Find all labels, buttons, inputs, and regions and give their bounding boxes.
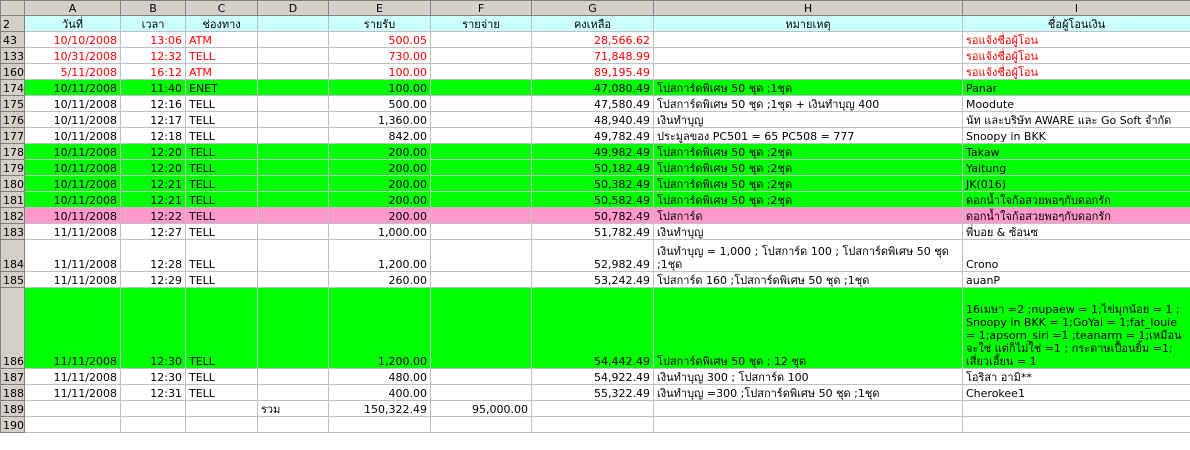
cell-channel[interactable]: TELL <box>186 369 258 385</box>
column-header-d[interactable]: D <box>258 1 329 16</box>
table-row <box>1 160 1190 176</box>
table-row <box>1 144 1190 160</box>
cell-date[interactable]: 11/11/2008 <box>25 385 121 401</box>
cell-income[interactable]: 1,360.00 <box>329 112 431 128</box>
row-number[interactable]: 176 <box>1 112 25 128</box>
cell-d[interactable] <box>258 288 329 369</box>
cell-note[interactable]: โปสการ์ดพิเศษ 50 ชุด ; 12 ชุด <box>654 288 963 369</box>
cell-income[interactable]: 730.00 <box>329 48 431 64</box>
cell-balance[interactable] <box>532 401 654 417</box>
cell-expense[interactable] <box>431 128 532 144</box>
cell-balance[interactable]: 54,922.49 <box>532 369 654 385</box>
cell-d[interactable] <box>258 272 329 288</box>
cell-note[interactable]: โปสการ์ดพิเศษ 50 ชุด ;2ชุด <box>654 160 963 176</box>
table-row <box>1 192 1190 208</box>
cell-time[interactable]: 12:31 <box>121 385 186 401</box>
cell-income[interactable]: 100.00 <box>329 80 431 96</box>
cell-sender[interactable]: Moodute <box>963 96 1190 112</box>
cell-channel[interactable]: TELL <box>186 176 258 192</box>
cell-d[interactable] <box>258 128 329 144</box>
column-header-f[interactable]: F <box>431 1 532 16</box>
cell-channel[interactable]: TELL <box>186 128 258 144</box>
cell-note[interactable]: โปสการ์ด <box>654 208 963 224</box>
cell-date[interactable]: 10/11/2008 <box>25 112 121 128</box>
cell-expense[interactable] <box>431 64 532 80</box>
cell-balance[interactable]: 49,782.49 <box>532 128 654 144</box>
row-number[interactable]: 189 <box>1 401 25 417</box>
cell-d[interactable]: รวม <box>258 401 329 417</box>
cell-sender[interactable]: Panar <box>963 80 1190 96</box>
cell-income[interactable]: 1,000.00 <box>329 224 431 240</box>
cell-expense[interactable] <box>431 385 532 401</box>
header-time[interactable]: เวลา <box>121 16 186 32</box>
cell-balance[interactable]: 50,782.49 <box>532 208 654 224</box>
row-number[interactable]: 185 <box>1 272 25 288</box>
cell-income[interactable]: 150,322.49 <box>329 401 431 417</box>
cell-date[interactable]: 11/11/2008 <box>25 240 121 272</box>
cell-date[interactable]: 10/31/2008 <box>25 48 121 64</box>
table-row <box>1 208 1190 224</box>
cell-sender[interactable]: JK(016) <box>963 176 1190 192</box>
cell-note[interactable] <box>654 48 963 64</box>
cell-balance[interactable]: 47,080.49 <box>532 80 654 96</box>
cell-sender[interactable]: auanP <box>963 272 1190 288</box>
cell-date[interactable]: 11/11/2008 <box>25 272 121 288</box>
cell-expense[interactable] <box>431 272 532 288</box>
row-number[interactable]: 188 <box>1 385 25 401</box>
column-header-h[interactable]: H <box>654 1 963 16</box>
table-row <box>1 112 1190 128</box>
cell-note[interactable]: โปสการ์ดพิเศษ 50 ชุด ;1ชุด <box>654 80 963 96</box>
cell-date[interactable]: 10/11/2008 <box>25 176 121 192</box>
cell-income[interactable]: 400.00 <box>329 385 431 401</box>
cell-balance[interactable]: 55,322.49 <box>532 385 654 401</box>
cell-income[interactable]: 100.00 <box>329 64 431 80</box>
cell-time[interactable]: 12:29 <box>121 272 186 288</box>
cell-sender[interactable]: ดอกน้ำใจก้อสวยพอๆกับดอกรัก <box>963 208 1190 224</box>
cell-time[interactable]: 12:16 <box>121 96 186 112</box>
table-row <box>1 96 1190 112</box>
table-row <box>1 240 1190 272</box>
table-row <box>1 288 1190 369</box>
cell-note[interactable]: เงินทำบุญ = 1,000 ; โปสการ์ด 100 ; โปสการ์ดพิเศษ 50 ชุด ;1ชุด <box>654 240 963 272</box>
cell-date[interactable]: 5/11/2008 <box>25 64 121 80</box>
cell-income[interactable]: 200.00 <box>329 192 431 208</box>
cell-date[interactable]: 11/11/2008 <box>25 224 121 240</box>
cell-note[interactable]: โปสการ์ดพิเศษ 50 ชุด ;2ชุด <box>654 176 963 192</box>
cell-time[interactable]: 13:06 <box>121 32 186 48</box>
table-row <box>1 272 1190 288</box>
cell-d[interactable] <box>258 48 329 64</box>
cell-time[interactable]: 12:27 <box>121 224 186 240</box>
cell-balance[interactable]: 50,182.49 <box>532 160 654 176</box>
cell-expense[interactable] <box>431 417 532 433</box>
cell-balance[interactable]: 53,242.49 <box>532 272 654 288</box>
cell-d[interactable] <box>258 176 329 192</box>
row-number[interactable]: 2 <box>1 16 25 32</box>
column-header-e[interactable]: E <box>329 1 431 16</box>
cell-note[interactable]: โปสการ์ด 160 ;โปสการ์ดพิเศษ 50 ชุด ;1ชุด <box>654 272 963 288</box>
cell-time[interactable]: 11:40 <box>121 80 186 96</box>
cell-income[interactable]: 1,200.00 <box>329 240 431 272</box>
table-row <box>1 385 1190 401</box>
cell-d[interactable] <box>258 144 329 160</box>
cell-time[interactable]: 12:28 <box>121 240 186 272</box>
cell-time[interactable]: 12:20 <box>121 144 186 160</box>
row-number[interactable]: 160 <box>1 64 25 80</box>
cell-date[interactable] <box>25 401 121 417</box>
cell-balance[interactable]: 89,195.49 <box>532 64 654 80</box>
cell-channel[interactable]: TELL <box>186 144 258 160</box>
cell-d[interactable] <box>258 369 329 385</box>
column-header-row <box>1 1 1190 16</box>
cell-note[interactable]: ประมูลของ PC501 = 65 PC508 = 777 <box>654 128 963 144</box>
cell-d[interactable] <box>258 80 329 96</box>
cell-d[interactable] <box>258 240 329 272</box>
cell-d[interactable] <box>258 96 329 112</box>
cell-note[interactable]: โปสการ์ดพิเศษ 50 ชุด ;1ชุด + เงินทำบุญ 400 <box>654 96 963 112</box>
cell-channel[interactable]: TELL <box>186 192 258 208</box>
cell-d[interactable] <box>258 417 329 433</box>
cell-income[interactable]: 500.00 <box>329 96 431 112</box>
cell-expense[interactable] <box>431 112 532 128</box>
cell-expense[interactable] <box>431 224 532 240</box>
cell-note[interactable] <box>654 32 963 48</box>
cell-sender[interactable] <box>963 401 1190 417</box>
cell-income[interactable]: 200.00 <box>329 176 431 192</box>
row-number[interactable]: 175 <box>1 96 25 112</box>
cell-channel[interactable]: TELL <box>186 96 258 112</box>
header-sender[interactable]: ชื่อผู้โอนเงิน <box>963 16 1190 32</box>
cell-time[interactable]: 12:18 <box>121 128 186 144</box>
cell-note[interactable] <box>654 401 963 417</box>
cell-d[interactable] <box>258 224 329 240</box>
cell-date[interactable]: 10/11/2008 <box>25 96 121 112</box>
row-number[interactable]: 43 <box>1 32 25 48</box>
cell-date[interactable]: 10/11/2008 <box>25 192 121 208</box>
header-row <box>1 16 1190 32</box>
cell-sender[interactable]: นัท และบริษัท AWARE และ Go Soft จำกัด <box>963 112 1190 128</box>
cell-date[interactable]: 10/10/2008 <box>25 32 121 48</box>
table-row <box>1 48 1190 64</box>
cell-time[interactable]: 12:20 <box>121 160 186 176</box>
column-header-g[interactable]: G <box>532 1 654 16</box>
row-number[interactable]: 181 <box>1 192 25 208</box>
cell-expense[interactable] <box>431 32 532 48</box>
row-number[interactable]: 177 <box>1 128 25 144</box>
cell-channel[interactable]: TELL <box>186 160 258 176</box>
cell-income[interactable]: 200.00 <box>329 208 431 224</box>
cell-channel[interactable]: TELL <box>186 224 258 240</box>
cell-sender[interactable]: Cherokee1 <box>963 385 1190 401</box>
cell-d[interactable] <box>258 385 329 401</box>
row-number[interactable]: 187 <box>1 369 25 385</box>
row-number[interactable]: 190 <box>1 417 25 433</box>
cell-balance[interactable]: 52,982.49 <box>532 240 654 272</box>
cell-date[interactable]: 10/11/2008 <box>25 144 121 160</box>
cell-time[interactable]: 12:22 <box>121 208 186 224</box>
header-channel[interactable]: ช่องทาง <box>186 16 258 32</box>
table-row <box>1 128 1190 144</box>
cell-date[interactable]: 10/11/2008 <box>25 160 121 176</box>
cell-sender[interactable]: Crono <box>963 240 1190 272</box>
cell-time[interactable]: 12:32 <box>121 48 186 64</box>
cell-balance[interactable]: 47,580.49 <box>532 96 654 112</box>
row-number[interactable]: 174 <box>1 80 25 96</box>
header-income[interactable]: รายรับ <box>329 16 431 32</box>
table-row <box>1 401 1190 417</box>
cell-note[interactable] <box>654 64 963 80</box>
cell-time[interactable]: 12:17 <box>121 112 186 128</box>
cell-sender[interactable]: โอริสา อามิ** <box>963 369 1190 385</box>
table-row <box>1 417 1190 433</box>
table-row <box>1 369 1190 385</box>
cell-d[interactable] <box>258 32 329 48</box>
column-header-b[interactable]: B <box>121 1 186 16</box>
cell-sender[interactable]: พี่บอย & ซ้อนซ <box>963 224 1190 240</box>
cell-date[interactable] <box>25 417 121 433</box>
cell-income[interactable]: 200.00 <box>329 160 431 176</box>
cell-note[interactable]: โปสการ์ดพิเศษ 50 ชุด ;2ชุด <box>654 192 963 208</box>
cell-date[interactable]: 10/11/2008 <box>25 208 121 224</box>
cell-d[interactable] <box>258 192 329 208</box>
table-row <box>1 64 1190 80</box>
cell-time[interactable]: 12:21 <box>121 192 186 208</box>
cell-expense[interactable] <box>431 240 532 272</box>
cell-balance[interactable]: 28,566.62 <box>532 32 654 48</box>
cell-date[interactable]: 10/11/2008 <box>25 128 121 144</box>
header-d[interactable] <box>258 16 329 32</box>
cell-expense[interactable] <box>431 160 532 176</box>
cell-balance[interactable]: 50,582.49 <box>532 192 654 208</box>
cell-time[interactable]: 16:12 <box>121 64 186 80</box>
cell-sender[interactable]: Takaw <box>963 144 1190 160</box>
cell-note[interactable]: เงินทำบุญ <box>654 224 963 240</box>
cell-channel[interactable]: TELL <box>186 240 258 272</box>
cell-expense[interactable] <box>431 80 532 96</box>
row-number[interactable]: 133 <box>1 48 25 64</box>
cell-income[interactable]: 260.00 <box>329 272 431 288</box>
cell-expense[interactable] <box>431 208 532 224</box>
cell-channel[interactable]: ENET <box>186 80 258 96</box>
header-expense[interactable]: รายจ่าย <box>431 16 532 32</box>
column-header-i[interactable]: I <box>963 1 1190 16</box>
row-number[interactable]: 179 <box>1 160 25 176</box>
cell-channel[interactable]: TELL <box>186 112 258 128</box>
select-all-corner[interactable] <box>1 1 25 16</box>
cell-channel[interactable]: ATM <box>186 64 258 80</box>
cell-balance[interactable]: 48,940.49 <box>532 112 654 128</box>
row-number[interactable]: 182 <box>1 208 25 224</box>
cell-expense[interactable] <box>431 369 532 385</box>
header-date[interactable]: วันที่ <box>25 16 121 32</box>
cell-channel[interactable]: ATM <box>186 32 258 48</box>
cell-d[interactable] <box>258 64 329 80</box>
cell-expense[interactable] <box>431 144 532 160</box>
cell-expense[interactable] <box>431 288 532 369</box>
table-row <box>1 224 1190 240</box>
column-header-a[interactable]: A <box>25 1 121 16</box>
cell-expense[interactable] <box>431 192 532 208</box>
cell-expense[interactable]: 95,000.00 <box>431 401 532 417</box>
cell-time[interactable] <box>121 401 186 417</box>
cell-time[interactable]: 12:30 <box>121 288 186 369</box>
cell-balance[interactable]: 49,982.49 <box>532 144 654 160</box>
cell-channel[interactable]: TELL <box>186 208 258 224</box>
cell-note[interactable]: เงินทำบุญ =300 ;โปสการ์ดพิเศษ 50 ชุด ;1ชุด <box>654 385 963 401</box>
cell-note[interactable]: โปสการ์ดพิเศษ 50 ชุด ;2ชุด <box>654 144 963 160</box>
cell-date[interactable]: 11/11/2008 <box>25 369 121 385</box>
cell-date[interactable]: 11/11/2008 <box>25 288 121 369</box>
cell-sender[interactable]: ดอกน้ำใจก้อสวยพอๆกับดอกรัก <box>963 192 1190 208</box>
cell-income[interactable] <box>329 417 431 433</box>
cell-channel[interactable] <box>186 401 258 417</box>
cell-time[interactable]: 12:21 <box>121 176 186 192</box>
header-balance[interactable]: คงเหลือ <box>532 16 654 32</box>
cell-note[interactable]: เงินทำบุญ 300 ; โปสการ์ด 100 <box>654 369 963 385</box>
table-row <box>1 80 1190 96</box>
row-number[interactable]: 178 <box>1 144 25 160</box>
cell-note[interactable] <box>654 417 963 433</box>
column-header-c[interactable]: C <box>186 1 258 16</box>
cell-channel[interactable]: TELL <box>186 288 258 369</box>
cell-time[interactable]: 12:30 <box>121 369 186 385</box>
cell-balance[interactable]: 71,848.99 <box>532 48 654 64</box>
table-row <box>1 32 1190 48</box>
cell-sender[interactable]: Yaitung <box>963 160 1190 176</box>
row-number[interactable]: 183 <box>1 224 25 240</box>
cell-d[interactable] <box>258 208 329 224</box>
cell-income[interactable]: 842.00 <box>329 128 431 144</box>
cell-sender[interactable]: 16เมษา =2 ;nupaew = 1;ไข่มุกน้อย = 1 ; Snoopy in BKK = 1;GoYai = 1;fat_louie = 1;apsorn_siri =1 ;teanarm = 1;เหมือนจะใช่ แต่ก็ไม่ใช่ =1 ; กระดาษเปื้อนยิ้ม =1; เสี่ยวเอี้ยน = 1 <box>963 288 1190 369</box>
cell-sender[interactable] <box>963 417 1190 433</box>
cell-sender[interactable]: Snoopy in BKK <box>963 128 1190 144</box>
row-number[interactable]: 186 <box>1 288 25 369</box>
cell-channel[interactable]: TELL <box>186 48 258 64</box>
cell-sender[interactable]: รอแจ้งชื่อผู้โอน <box>963 32 1190 48</box>
cell-balance[interactable]: 54,442.49 <box>532 288 654 369</box>
cell-time[interactable] <box>121 417 186 433</box>
cell-income[interactable]: 200.00 <box>329 144 431 160</box>
cell-note[interactable]: เงินทำบุญ <box>654 112 963 128</box>
cell-channel[interactable] <box>186 417 258 433</box>
cell-balance[interactable] <box>532 417 654 433</box>
cell-expense[interactable] <box>431 48 532 64</box>
cell-balance[interactable]: 51,782.49 <box>532 224 654 240</box>
cell-income[interactable]: 480.00 <box>329 369 431 385</box>
cell-d[interactable] <box>258 160 329 176</box>
cell-income[interactable]: 500.05 <box>329 32 431 48</box>
cell-balance[interactable]: 50,382.49 <box>532 176 654 192</box>
table-row <box>1 176 1190 192</box>
cell-income[interactable]: 1,200.00 <box>329 288 431 369</box>
cell-channel[interactable]: TELL <box>186 385 258 401</box>
cell-expense[interactable] <box>431 176 532 192</box>
header-note[interactable]: หมายเหตุ <box>654 16 963 32</box>
row-number[interactable]: 184 <box>1 240 25 272</box>
cell-sender[interactable]: รอแจ้งชื่อผู้โอน <box>963 64 1190 80</box>
row-number[interactable]: 180 <box>1 176 25 192</box>
cell-date[interactable]: 10/11/2008 <box>25 80 121 96</box>
cell-channel[interactable]: TELL <box>186 272 258 288</box>
cell-sender[interactable]: รอแจ้งชื่อผู้โอน <box>963 48 1190 64</box>
cell-d[interactable] <box>258 112 329 128</box>
cell-expense[interactable] <box>431 96 532 112</box>
